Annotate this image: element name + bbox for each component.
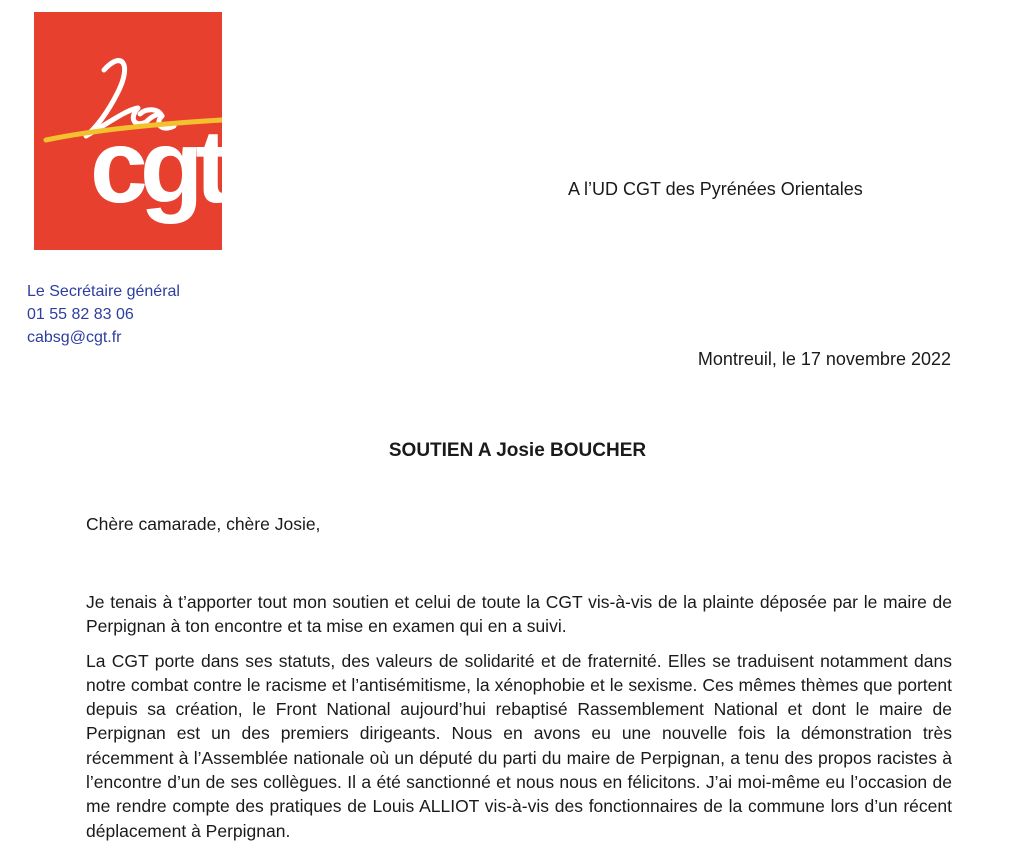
sender-email: cabsg@cgt.fr <box>27 329 122 346</box>
letter-date: Montreuil, le 17 novembre 2022 <box>697 349 951 369</box>
letter-greeting: Chère camarade, chère Josie, <box>86 514 321 534</box>
sender-phone: 01 55 82 83 06 <box>27 306 134 323</box>
letter-subject: SOUTIEN A Josie BOUCHER <box>388 440 647 461</box>
sender-block <box>27 280 180 349</box>
cgt-logo <box>34 12 222 250</box>
recipient-line: A l’UD CGT des Pyrénées Orientales <box>568 179 863 199</box>
logo-wordmark: cgt <box>90 109 222 225</box>
sender-title: Le Secrétaire général <box>27 283 180 300</box>
letter-body <box>86 590 952 853</box>
body-paragraph: Je tenais à t’apporter tout mon soutien et celui de toute la CGT vis-à-vis de la plainte déposée par le maire de Perpignan à ton encontre et ta mise en examen qui en a suivi. <box>86 592 952 637</box>
body-paragraph: La CGT porte dans ses statuts, des valeurs de solidarité et de fraternité. Elles se traduisent notamment dans notre combat contre le racisme et l’antisémitisme, la xénophobie et le sexisme. Ces mêmes thèmes que portent depuis sa création, le Front National aujourd’hui rebaptisé Rassemblement National et dont le maire de Perpignan est un des premiers dirigeants. Nous en avons eu une nouvelle fois la démonstration très récemment à l’Assemblée nationale où un député du parti du maire de Perpignan, a tenu des propos racistes à l’encontre d’un de ses collègues. Il a été sanctionné et nous nous en félicitons. J’ai moi-même eu l’occasion de me rendre compte des pratiques de Louis ALLIOT vis-à-vis des fonctionnaires de la commune lors d’un récent déplacement à Perpignan. <box>86 650 952 841</box>
